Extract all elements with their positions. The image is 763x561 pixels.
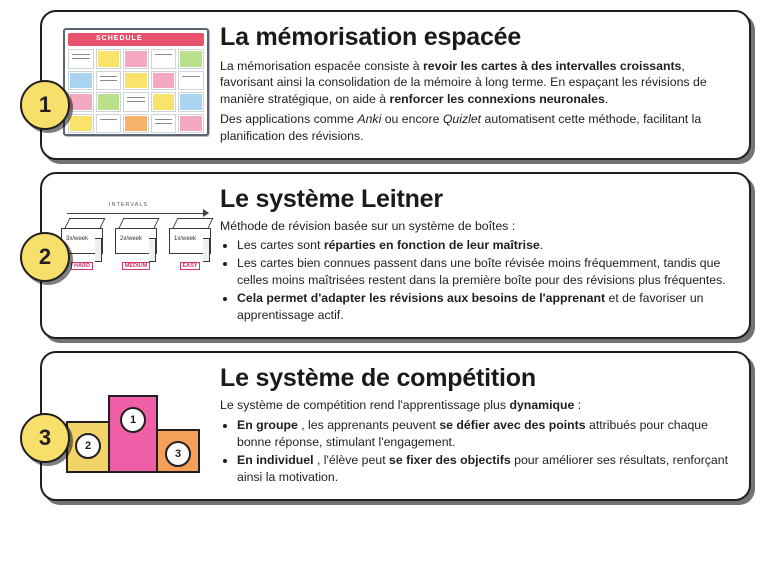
board-cell: [151, 71, 177, 91]
board-cell: [96, 114, 122, 134]
card-2-intro: Méthode de révision basée sur un système de boîtes :: [220, 218, 516, 233]
text-fragment: et de favoriser un apprentissage actif.: [237, 291, 704, 323]
board-cell: [68, 71, 94, 91]
text-fragment: Des applications comme: [220, 112, 358, 127]
text-fragment: .: [539, 238, 544, 253]
board-title-label: SCHEDULE: [96, 35, 143, 42]
step-badge-3: 3: [20, 413, 70, 463]
card-systeme-competition: [40, 351, 751, 501]
text-emphasis: Cela permet d'adapter les révisions aux besoins de l'apprenant: [237, 291, 606, 306]
list-item: [237, 290, 729, 324]
text-emphasis: renforcer les connexions neuronales: [389, 92, 605, 107]
arrow-line-icon: [67, 213, 205, 214]
card-2-body: [212, 186, 733, 325]
card-memorisation-espacee: [40, 10, 751, 160]
card-3-body: [212, 365, 733, 486]
interval-arrow: [61, 202, 211, 218]
card-2-bullet-list: [220, 237, 729, 324]
text-emphasis: se défier avec des points: [439, 417, 586, 432]
board-cell: [123, 114, 149, 134]
list-item: [237, 417, 729, 451]
list-item: [237, 255, 729, 289]
podium-illustration: [60, 365, 212, 473]
podium-step-third: [156, 429, 200, 473]
box-lid: [173, 218, 214, 228]
board-cell: [178, 92, 204, 112]
leitner-box: [169, 218, 211, 272]
board-cell: [178, 114, 204, 134]
text-fragment: .: [604, 92, 609, 107]
text-fragment: attribués pour chaque bonne réponse, stimulant l'engagement.: [237, 417, 708, 449]
step-badge-2: 2: [20, 232, 70, 282]
board-cell: [96, 92, 122, 112]
board-cell: [68, 114, 94, 134]
box-tag: HARD: [71, 262, 93, 270]
box-tag: EASY: [180, 262, 201, 270]
board-grid: [68, 49, 204, 133]
box-front: [115, 228, 157, 254]
box-side: [149, 238, 156, 262]
card-row-1: [12, 10, 751, 160]
card-2-title: Le système Leitner: [220, 185, 443, 213]
schedule-board-illustration: [60, 24, 212, 136]
board-cell: [151, 49, 177, 69]
text-emphasis: réparties en fonction de leur maîtrise: [323, 238, 540, 253]
text-fragment: pour améliorer ses résultats, renforçant ainsi la motivation.: [237, 452, 729, 484]
list-item: [237, 237, 729, 254]
card-1-title: La mémorisation espacée: [220, 23, 522, 51]
text-emphasis: dynamique: [509, 397, 575, 412]
list-item: [237, 452, 729, 486]
text-fragment: , favorisant ainsi la consolidation de la mémoire à long terme. En espaçant les révisions de manière stratégique, on aide à: [220, 58, 707, 107]
text-fragment: Le système de compétition rend l'apprentissage plus: [220, 397, 510, 412]
card-3-bullet-list: [220, 417, 729, 486]
card-systeme-leitner: [40, 172, 751, 339]
board-cell: [123, 49, 149, 69]
box-label: 2x/week: [120, 236, 143, 242]
text-italic: Quizlet: [442, 112, 482, 127]
text-fragment: ou encore: [381, 112, 443, 127]
podium-rank-badge: 2: [75, 433, 101, 459]
box-side: [203, 238, 210, 262]
leitner-boxes-illustration: [60, 186, 212, 272]
leitner-box-group: [61, 218, 211, 272]
schedule-board: [63, 28, 209, 136]
box-label: 3x/week: [66, 236, 89, 242]
text-emphasis: En individuel: [237, 452, 314, 467]
podium-step-first: [108, 395, 158, 473]
box-side: [95, 238, 102, 262]
card-row-3: [12, 351, 751, 501]
card-3-title: Le système de compétition: [220, 364, 536, 393]
text-emphasis: revoir les cartes à des intervalles croissants: [423, 58, 682, 73]
board-cell: [178, 71, 204, 91]
card-1-paragraph-1: [220, 58, 729, 109]
board-cell: [96, 71, 122, 91]
text-fragment: Les cartes bien connues passent dans une boîte révisée moins fréquemment, tandis que celles moins maîtrisées restent dans la première boîte pour des révisions plus fréquentes.: [237, 256, 726, 288]
podium-step-second: [66, 421, 110, 473]
leitner-box: [115, 218, 157, 272]
text-fragment: :: [574, 397, 582, 412]
leitner-diagram: [61, 202, 211, 272]
card-3-intro: [220, 397, 729, 414]
text-italic: Anki: [357, 112, 382, 127]
card-row-2: [12, 172, 751, 339]
board-cell: [151, 92, 177, 112]
board-cell: [96, 49, 122, 69]
box-front: [169, 228, 211, 254]
podium-rank-badge: 1: [120, 407, 146, 433]
card-1-paragraph-2: [220, 111, 729, 145]
text-emphasis: En groupe: [237, 417, 298, 432]
box-label: 1x/week: [174, 236, 197, 242]
board-cell: [151, 114, 177, 134]
step-badge-1: 1: [20, 80, 70, 130]
text-emphasis: se fixer des objectifs: [389, 452, 511, 467]
board-cell: [123, 92, 149, 112]
card-1-body: [212, 24, 733, 145]
box-tag: MEDIUM: [122, 262, 150, 270]
arrow-head-icon: [203, 209, 209, 217]
box-lid: [119, 218, 160, 228]
podium-rank-badge: 3: [165, 441, 191, 467]
box-lid: [65, 218, 106, 228]
interval-arrow-label: INTERVALS: [109, 202, 149, 208]
text-fragment: Les cartes sont: [237, 238, 324, 253]
board-cell: [123, 71, 149, 91]
board-cell: [68, 92, 94, 112]
board-cell: [178, 49, 204, 69]
text-fragment: , les apprenants peuvent: [297, 417, 440, 432]
text-fragment: , l'élève peut: [313, 452, 390, 467]
board-cell: [68, 49, 94, 69]
text-fragment: automatisent cette méthode, facilitant la planification des révisions.: [220, 112, 702, 144]
text-fragment: La mémorisation espacée consiste à: [220, 58, 424, 73]
board-title-bar: [68, 33, 204, 46]
podium-diagram: [61, 377, 211, 473]
